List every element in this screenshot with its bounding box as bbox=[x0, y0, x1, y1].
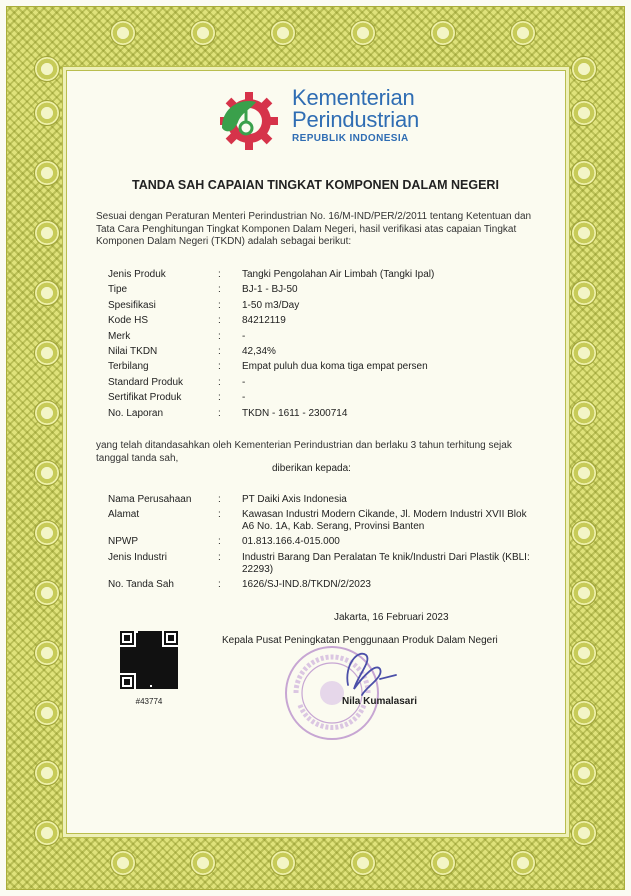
border-emblem bbox=[571, 280, 597, 306]
product-row bbox=[108, 284, 518, 299]
border-emblem bbox=[571, 820, 597, 846]
field-separator: : bbox=[218, 376, 221, 388]
field-value: 01.813.166.4-015.000 bbox=[242, 536, 340, 548]
border-emblem bbox=[270, 850, 296, 876]
field-label: Tipe bbox=[108, 284, 128, 296]
field-value: 1-50 m3/Day bbox=[242, 299, 300, 311]
border-emblem bbox=[34, 820, 60, 846]
field-label: No. Tanda Sah bbox=[108, 578, 174, 590]
border-emblem bbox=[34, 220, 60, 246]
field-value: - bbox=[242, 376, 246, 388]
border-emblem bbox=[430, 850, 456, 876]
ministry-logo bbox=[216, 86, 426, 154]
field-value: TKDN - 1611 - 2300714 bbox=[242, 407, 348, 419]
border-emblem bbox=[110, 20, 136, 46]
field-value: Kawasan Industri Modern Cikande, Jl. Modern Industri XVII Blok A6 No. 1A, Kab. Serang, Provinsi Banten bbox=[242, 509, 527, 533]
company-row bbox=[108, 551, 530, 579]
border-emblem bbox=[34, 520, 60, 546]
company-row bbox=[108, 494, 518, 509]
field-value: 84212119 bbox=[242, 315, 286, 327]
field-separator: : bbox=[218, 536, 221, 548]
field-label: Jenis Industri bbox=[108, 551, 167, 563]
border-emblem bbox=[350, 20, 376, 46]
company-row bbox=[108, 509, 527, 536]
field-label: Kode HS bbox=[108, 315, 149, 327]
field-label: Alamat bbox=[108, 509, 140, 521]
signature bbox=[336, 645, 406, 700]
product-row bbox=[108, 377, 518, 392]
field-separator: : bbox=[218, 269, 221, 280]
border-emblem bbox=[34, 160, 60, 186]
company-row bbox=[108, 536, 518, 551]
border-emblem bbox=[571, 160, 597, 186]
field-separator: : bbox=[218, 315, 221, 327]
field-label: NPWP bbox=[108, 536, 138, 548]
border-emblem bbox=[571, 520, 597, 546]
field-value: Tangki Pengolahan Air Limbah (Tangki Ipal) bbox=[242, 269, 435, 280]
product-details bbox=[108, 269, 518, 423]
place-date: Jakarta, 16 Februari 2023 bbox=[334, 612, 449, 623]
border-emblem bbox=[190, 20, 216, 46]
field-value: Industri Barang Dan Peralatan Te knik/Industri Dari Plastik (KBLI: 22293) bbox=[242, 551, 530, 575]
field-separator: : bbox=[218, 345, 221, 357]
product-row bbox=[108, 269, 518, 284]
field-value: BJ-1 - BJ-50 bbox=[242, 284, 298, 296]
border-emblem bbox=[34, 580, 60, 606]
field-separator: : bbox=[218, 284, 221, 296]
product-row bbox=[108, 331, 518, 346]
border-emblem bbox=[571, 100, 597, 126]
field-separator: : bbox=[218, 299, 221, 311]
product-row bbox=[108, 408, 518, 423]
logo-name-line1: Kementerian bbox=[292, 85, 415, 110]
field-label: Jenis Produk bbox=[108, 269, 166, 280]
field-label: Terbilang bbox=[108, 361, 149, 373]
border-emblem bbox=[350, 850, 376, 876]
field-value: 42,34% bbox=[242, 345, 276, 357]
border-emblem bbox=[34, 280, 60, 306]
field-label: Sertifikat Produk bbox=[108, 392, 182, 404]
border-emblem bbox=[571, 760, 597, 786]
field-separator: : bbox=[218, 551, 221, 563]
field-separator: : bbox=[218, 361, 221, 373]
official-title: Kepala Pusat Peningkatan Penggunaan Produk Dalam Negeri bbox=[222, 635, 498, 646]
border-emblem bbox=[34, 460, 60, 486]
intro-paragraph: Sesuai dengan Peraturan Menteri Perindustrian No. 16/M-IND/PER/2/2011 tentang Ketentuan dan Tata Cara Penghitungan Tingkat Komponen Dalam Negeri, hasil verifikasi atas capaian Tingkat Komponen Dalam Negeri (TKDN) adalah sebagai berikut: bbox=[96, 211, 532, 247]
document-title: TANDA SAH CAPAIAN TINGKAT KOMPONEN DALAM NEGERI bbox=[132, 178, 499, 192]
field-label: No. Laporan bbox=[108, 407, 164, 419]
field-label: Nilai TKDN bbox=[108, 345, 158, 357]
field-separator: : bbox=[218, 407, 221, 419]
border-emblem bbox=[571, 56, 597, 82]
given-to-label: diberikan kepada: bbox=[272, 463, 351, 474]
product-row bbox=[108, 300, 518, 315]
product-row bbox=[108, 315, 518, 330]
field-label: Merk bbox=[108, 330, 131, 342]
border-emblem bbox=[571, 580, 597, 606]
border-emblem bbox=[190, 850, 216, 876]
border-emblem bbox=[510, 850, 536, 876]
logo-country: REPUBLIK INDONESIA bbox=[292, 133, 409, 144]
border-emblem bbox=[571, 640, 597, 666]
field-separator: : bbox=[218, 578, 221, 590]
qr-code[interactable] bbox=[120, 631, 178, 689]
gear-leaf-icon bbox=[216, 88, 282, 154]
border-emblem bbox=[571, 220, 597, 246]
field-label: Standard Produk bbox=[108, 376, 184, 388]
field-value: - bbox=[242, 330, 246, 342]
field-value: PT Daiki Axis Indonesia bbox=[242, 494, 347, 505]
field-separator: : bbox=[218, 509, 221, 521]
qr-id: #43774 bbox=[135, 697, 163, 706]
border-emblem bbox=[34, 56, 60, 82]
field-value: 1626/SJ-IND.8/TKDN/2/2023 bbox=[242, 578, 371, 590]
field-separator: : bbox=[218, 330, 221, 342]
product-row bbox=[108, 392, 518, 407]
field-label: Spesifikasi bbox=[108, 299, 156, 311]
border-emblem bbox=[571, 400, 597, 426]
company-row bbox=[108, 579, 518, 594]
border-emblem bbox=[270, 20, 296, 46]
signer-name: Nila Kumalasari bbox=[342, 696, 418, 707]
logo-name-line2: Perindustrian bbox=[292, 107, 420, 132]
company-details bbox=[108, 494, 530, 594]
field-separator: : bbox=[218, 494, 221, 505]
border-emblem bbox=[571, 340, 597, 366]
border-emblem bbox=[34, 340, 60, 366]
validity-text: yang telah ditandasahkan oleh Kementerian Perindustrian dan berlaku 3 tahun terhitung sejak tanggal tanda sah, bbox=[96, 440, 512, 464]
product-row bbox=[108, 361, 518, 376]
field-separator: : bbox=[218, 392, 221, 404]
field-value: Empat puluh dua koma tiga empat persen bbox=[242, 361, 428, 373]
border-emblem bbox=[34, 700, 60, 726]
border-emblem bbox=[110, 850, 136, 876]
border-emblem bbox=[571, 700, 597, 726]
field-label: Nama Perusahaan bbox=[108, 494, 192, 505]
border-emblem bbox=[34, 400, 60, 426]
border-emblem bbox=[571, 460, 597, 486]
border-emblem bbox=[430, 20, 456, 46]
border-emblem bbox=[34, 760, 60, 786]
product-row bbox=[108, 346, 518, 361]
field-value: - bbox=[242, 392, 246, 404]
border-emblem bbox=[34, 100, 60, 126]
border-emblem bbox=[510, 20, 536, 46]
border-emblem bbox=[34, 640, 60, 666]
